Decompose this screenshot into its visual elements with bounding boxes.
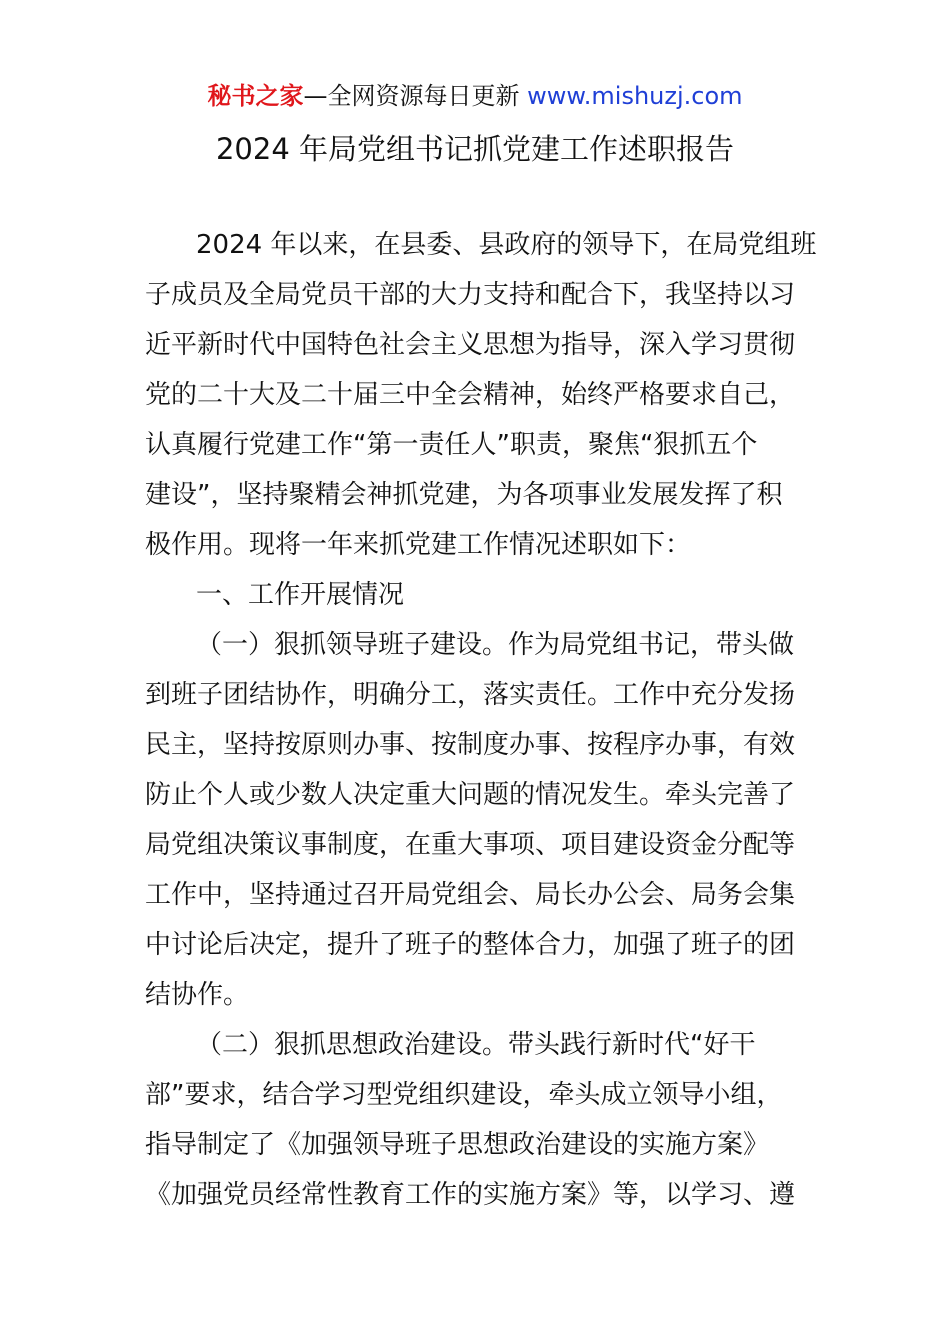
body-line: 局党组决策议事制度，在重大事项、项目建设资金分配等 <box>145 830 796 860</box>
body-line: 民主，坚持按原则办事、按制度办事、按程序办事，有效 <box>145 730 796 760</box>
body-line: 指导制定了《加强领导班子思想政治建设的实施方案》 <box>145 1130 770 1160</box>
body-line: 部”要求，结合学习型党组织建设，牵头成立领导小组， <box>145 1080 783 1110</box>
site-url-link[interactable]: www.mishuzj.com <box>527 82 743 110</box>
body-line: 认真履行党建工作“第一责任人”职责，聚焦“狠抓五个 <box>145 430 758 460</box>
brand-name: 秘书之家 <box>207 82 304 110</box>
body-line: 工作中，坚持通过召开局党组会、局长办公会、局务会集 <box>145 880 796 910</box>
body-line: （一）狠抓领导班子建设。作为局党组书记，带头做 <box>196 630 795 660</box>
body-line: 近平新时代中国特色社会主义思想为指导，深入学习贯彻 <box>145 330 796 360</box>
body-line: 《加强党员经常性教育工作的实施方案》等，以学习、遵 <box>145 1180 796 1210</box>
body-line: 党的二十大及二十届三中全会精神，始终严格要求自己， <box>145 380 796 410</box>
body-line: 子成员及全局党员干部的大力支持和配合下，我坚持以习 <box>145 280 796 310</box>
section-heading: 一、工作开展情况 <box>196 580 405 610</box>
body-line: 结协作。 <box>145 980 250 1010</box>
body-line: （二）狠抓思想政治建设。带头践行新时代“好干 <box>196 1030 756 1060</box>
body-line: 到班子团结协作，明确分工，落实责任。工作中充分发扬 <box>145 680 796 710</box>
body-line: 建设”，坚持聚精会神抓党建，为各项事业发展发挥了积 <box>145 480 783 510</box>
header-tagline: —全网资源每日更新 <box>303 82 520 110</box>
body-line: 2024 年以来，在县委、县政府的领导下，在局党组班 <box>196 230 817 260</box>
body-line: 极作用。现将一年来抓党建工作情况述职如下： <box>145 530 692 560</box>
document-title: 2024 年局党组书记抓党建工作述职报告 <box>215 132 735 166</box>
body-line: 防止个人或少数人决定重大问题的情况发生。牵头完善了 <box>145 780 796 810</box>
body-line: 中讨论后决定，提升了班子的整体合力，加强了班子的团 <box>145 930 796 960</box>
site-header <box>0 80 950 112</box>
